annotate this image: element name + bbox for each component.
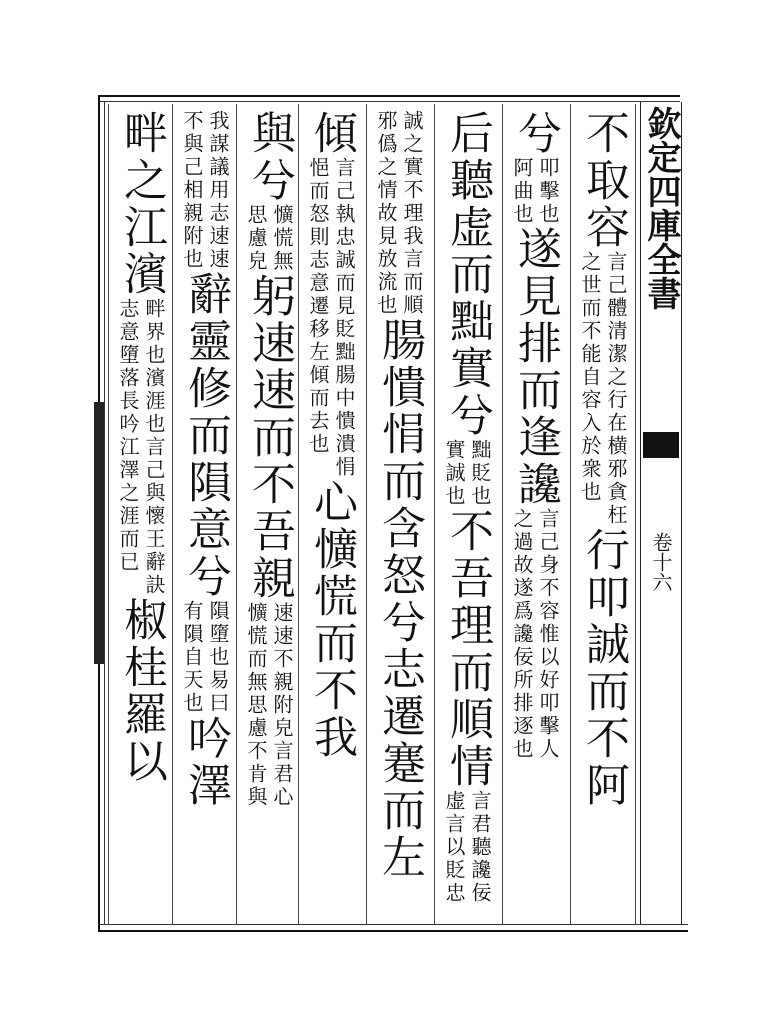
commentary-line: 阿曲也: [510, 157, 534, 226]
commentary-line: 不與己相親附也: [180, 110, 204, 271]
commentary-line: 志意墮落長吟江澤之涯而已: [116, 298, 140, 574]
main-text: 畔之江濱: [116, 110, 167, 298]
commentary-line: 言己執忠誠而見貶黜腸中憒潰悁: [332, 157, 356, 479]
commentary-line: 速速不親附皃言君心: [270, 602, 294, 809]
main-text: 傾: [306, 110, 357, 157]
main-text: 后聽虚而黜實兮: [442, 110, 493, 439]
commentary-note: [306, 157, 356, 479]
commentary-line: 叩擊也: [536, 157, 560, 226]
main-text: 不吾理而順情: [442, 508, 493, 790]
frame-bottom-border: [98, 930, 688, 932]
main-text: 遂見排而逢讒: [510, 226, 561, 508]
commentary-note: [510, 508, 560, 761]
book-title: 欽定四庫全書: [641, 106, 681, 310]
main-text: 與兮: [244, 110, 295, 204]
commentary-note: [244, 602, 294, 809]
text-column: [236, 104, 301, 924]
text-column: [108, 104, 173, 924]
page-margin-column: [640, 102, 682, 924]
main-text: 椒桂羅以: [116, 597, 167, 785]
text-column: [172, 104, 237, 924]
commentary-line: 實誠也: [442, 439, 466, 508]
commentary-line: 隕墮也易曰: [206, 600, 230, 715]
commentary-line: 誠之實不理我言而順: [400, 110, 424, 317]
main-text: 辭靈修而隕意兮: [180, 271, 231, 600]
text-column: [434, 104, 499, 924]
main-text: 吟澤: [180, 715, 231, 809]
main-text: 不取容: [578, 110, 629, 251]
main-text: 兮: [510, 110, 561, 157]
chapter-label: 卷十六: [649, 532, 673, 592]
commentary-line: 言君聽讒佞: [468, 790, 492, 905]
commentary-line: 黜貶也: [468, 439, 492, 508]
commentary-line: 之世而不能自容入於衆也: [578, 251, 602, 504]
commentary-line: 言己身不容惟以好叩擊人: [536, 508, 560, 761]
commentary-note: [244, 204, 294, 273]
commentary-line: 之過故遂爲讒佞所排逐也: [510, 508, 534, 761]
commentary-line: 言己體清潔之行在横邪貪枉: [604, 251, 628, 527]
commentary-note: [180, 110, 230, 271]
text-column: [366, 104, 431, 924]
commentary-note: [578, 251, 628, 527]
commentary-note: [180, 600, 230, 715]
main-text: 行叩誠而不阿: [578, 527, 629, 809]
commentary-line: 虚言以貶忠: [442, 790, 466, 905]
main-text: 心懭慌而不我: [306, 479, 357, 761]
frame-bottom-inner-border: [98, 924, 688, 925]
frame-top-border: [98, 95, 680, 97]
commentary-note: [442, 790, 492, 905]
text-column: [298, 104, 363, 924]
main-text: 腸憒悁而含怒兮志遷蹇而左: [374, 317, 425, 881]
binding-mark: [94, 402, 104, 664]
commentary-line: 我謀議用志速速: [206, 110, 230, 271]
frame-top-inner-border: [98, 101, 680, 102]
commentary-note: [374, 110, 424, 317]
commentary-note: [442, 439, 492, 508]
frame-left-inner-border: [104, 101, 105, 924]
main-text: 躬速速而不吾親: [244, 273, 295, 602]
commentary-note: [116, 298, 166, 597]
commentary-line: 邪僞之情故見放流也: [374, 110, 398, 317]
commentary-line: 有隕自天也: [180, 600, 204, 715]
commentary-line: 思慮皃: [244, 204, 268, 273]
text-column: [502, 104, 567, 924]
fishtail-mark: [643, 432, 679, 458]
commentary-line: 懭慌無: [270, 204, 294, 273]
text-column: [570, 104, 636, 924]
commentary-line: 懭慌而無思慮不肯與: [244, 602, 268, 809]
commentary-line: 悒而怒則志意遷移左傾而去也: [306, 157, 330, 456]
commentary-line: 畔界也濱涯也言己與懷王辭訣: [142, 298, 166, 597]
commentary-note: [510, 157, 560, 226]
